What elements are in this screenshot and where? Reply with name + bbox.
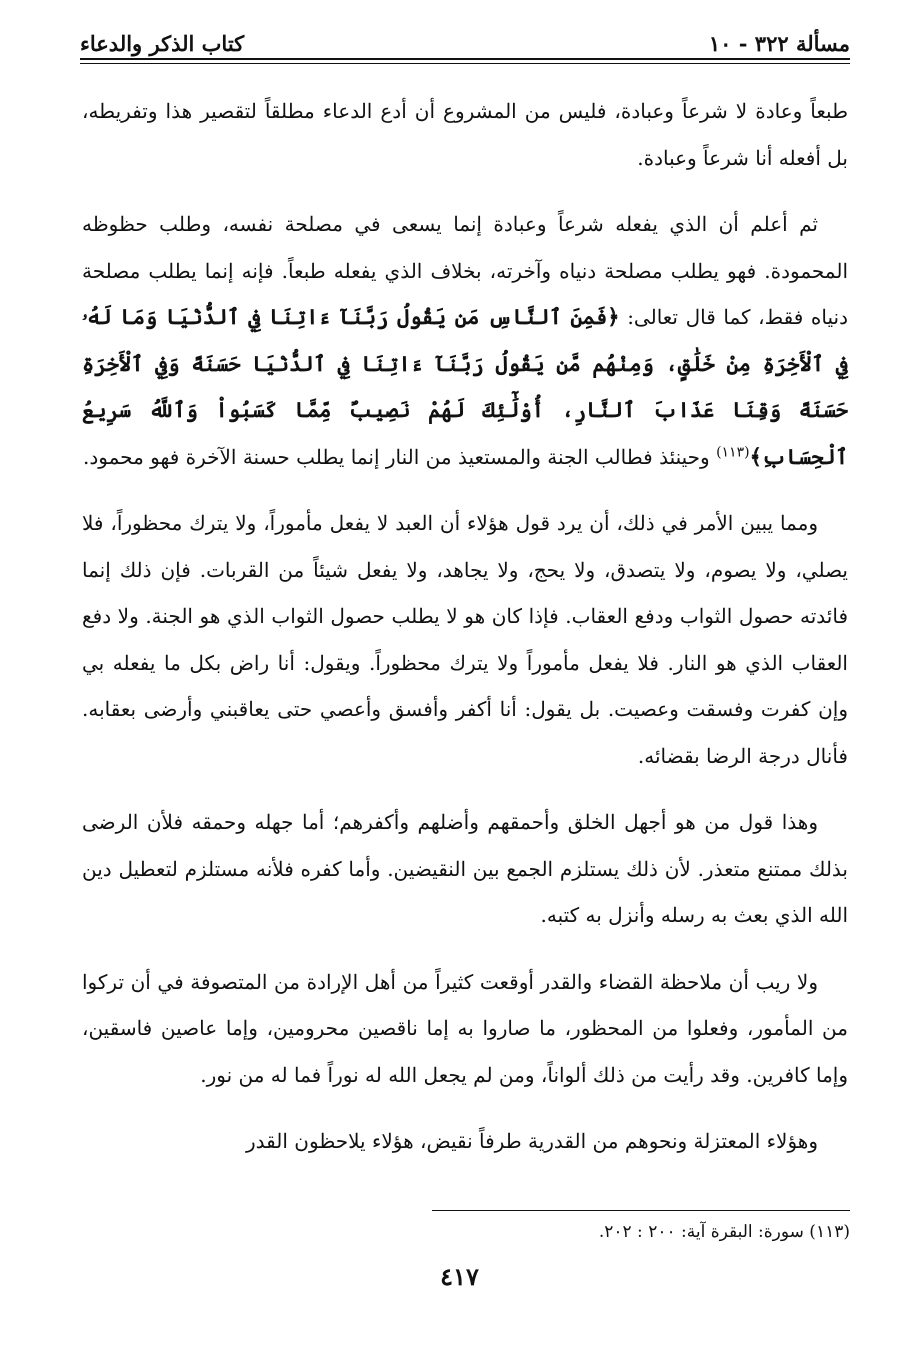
paragraph-5: ولا ريب أن ملاحظة القضاء والقدر أوقعت كثيراً من أهل الإرادة من المتصوفة في أن تركوا من المأمور، وفعلوا من المحظور، ما صاروا به إما ناقصين محرومين، وإما عاصين فاسقين، وإما كافرين. وقد رأيت من ذلك ألواناً، ومن لم يجعل الله له نوراً فما له من نور. xyxy=(82,969,848,1087)
footnote-reference: (١١٣) xyxy=(716,443,750,460)
quran-verse: ﴿فَمِنَ ٱلنَّاسِ مَن يَقُولُ رَبَّنَآ ءَاتِنَا فِي ٱلدُّنْيَا وَمَا لَهُۥ فِي ٱلْأَخِرَةِ مِنْ خَلَٰقٍ، وَمِنْهُم مَّن يَقُولُ رَبَّنَآ ءَاتِنَا فِي ٱلدُّنْيَا حَسَنَةً وَفِي ٱلْأَخِرَةِ حَسَنَةً وَقِنَا عَذَابَ ٱلنَّارِ، أُوْلَٰٓئِكَ لَهُمْ نَصِيبٌ مِّمَّا كَسَبُواْ وَٱللَّهُ سَرِيعُ ٱلْحِسَابِ﴾ xyxy=(82,304,848,469)
paragraph-2-conclusion: وحينئذ فطالب الجنة والمستعيذ من النار إنما يطلب حسنة الآخرة فهو محمود. xyxy=(83,444,717,469)
paragraph-2 xyxy=(82,201,848,480)
header-issue-number: مسألة ٣٢٢ - ١٠ xyxy=(708,31,850,56)
footnote: (١١٣) سورة: البقرة آية: ٢٠٠ : ٢٠٢. xyxy=(598,1222,850,1242)
header-rule-thin xyxy=(80,63,850,64)
page-number: ٤١٧ xyxy=(440,1262,479,1291)
paragraph-6: وهؤلاء المعتزلة ونحوهم من القدرية طرفاً نقيض، هؤلاء يلاحظون القدر xyxy=(246,1129,818,1153)
paragraph-3: ومما يبين الأمر في ذلك، أن يرد قول هؤلاء أن العبد لا يفعل مأموراً، ولا يترك محظوراً، فلا يصلي، ولا يصوم، ولا يتصدق، ولا يحج، ولا يجاهد، ولا يفعل شيئاً من القربات. فإن ذلك إنما فائدته حصول الثواب ودفع العقاب. فإذا كان هو لا يطلب حصول الثواب الذي هو الجنة. ولا دفع العقاب الذي هو النار. فلا يفعل مأموراً ولا يترك محظوراً. ويقول: أنا راض بكل ما يفعله بي وإن كفرت وفسقت وعصيت. بل يقول: أنا أكفر وأفسق وأعصي حتى يعاقبني وأرضى بعقابه. فأنال درجة الرضا بقضائه. xyxy=(82,511,848,768)
header-rule-thick xyxy=(80,58,850,60)
footnote-separator xyxy=(432,1210,850,1211)
main-text xyxy=(82,88,848,1185)
paragraph-4: وهذا قول من هو أجهل الخلق وأحمقهم وأضلهم وأكفرهم؛ أما جهله وحمقه فلأن الرضى بذلك ممتنع متعذر. لأن ذلك يستلزم الجمع بين النقيضين. وأما كفره فلأنه مستلزم لتعطيل دين الله الذي بعث به رسله وأنزل به كتبه. xyxy=(82,810,848,927)
header-book-title: كتاب الذكر والدعاء xyxy=(80,31,245,56)
paragraph-2-intro: ثم أعلم أن الذي يفعله شرعاً وعبادة إنما يسعى في مصلحة نفسه، وطلب حظوظه المحمودة. فهو يطلب مصلحة دنياه وآخرته، بخلاف الذي يفعله طبعاً. فإنه إنما يطلب مصلحة دنياه فقط، كما قال تعالى: xyxy=(82,212,849,329)
paragraph-1: طبعاً وعادة لا شرعاً وعبادة، فليس من المشروع أن أدع الدعاء مطلقاً لتقصير هذا وتفريطه، بل أفعله أنا شرعاً وعبادة. xyxy=(82,99,848,170)
running-header xyxy=(80,22,850,56)
